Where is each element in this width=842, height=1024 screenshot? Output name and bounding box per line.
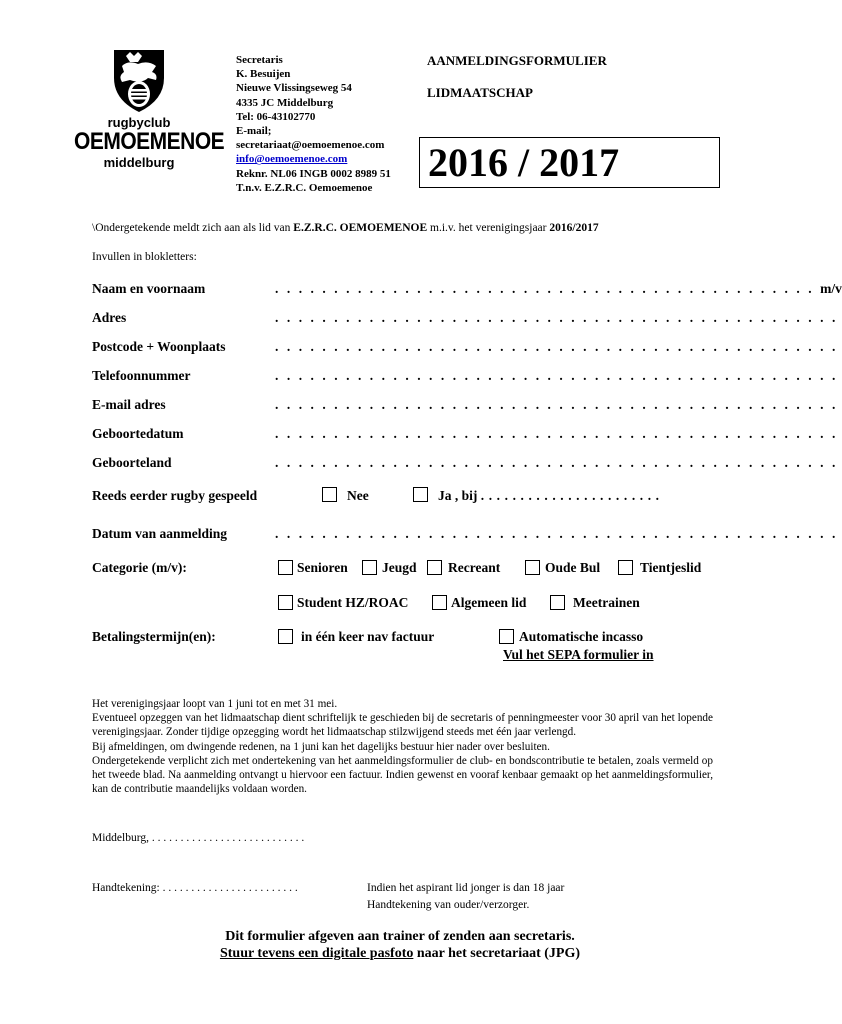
option-eenmalig: in één keer nav factuur: [301, 629, 435, 644]
sec-phone: Tel: 06-43102770: [236, 110, 316, 123]
label-geboorteland: Geboorteland: [92, 455, 172, 470]
lion-crest-icon: [108, 48, 170, 114]
checkbox-algemeen[interactable]: [432, 595, 447, 610]
checkbox-meetrainen[interactable]: [550, 595, 565, 610]
option-ja: [438, 488, 660, 504]
input-adres[interactable]: . . . . . . . . . . . . . . . . . . . . . . . . . . . . . . . . . . . . . . . . . . . . . . . .: [275, 310, 838, 325]
terms-text: [92, 697, 713, 796]
footer-photo-rest: naar het secretariaat (JPG): [413, 946, 581, 961]
checkbox-senioren[interactable]: [278, 560, 293, 575]
signature-field[interactable]: Handtekening: . . . . . . . . . . . . . . . . . . . . . . . .: [92, 882, 298, 894]
label-naam: Naam en voornaam: [92, 281, 206, 296]
intro-mid: m.i.v. het verenigingsjaar: [427, 222, 550, 234]
label-datum: Datum van aanmelding: [92, 526, 228, 541]
sepa-note: Vul het SEPA formulier in: [503, 647, 654, 662]
sec-email-1: secretariaat@oemoemenoe.com: [236, 139, 385, 152]
terms-p4: Ondergetekende verplicht zich met ondertekening van het aanmeldingsformulier de club- en bondscontributie te betalen, zoals vermeld op het tweede blad. Na aanmelding ontvangt u hiervoor een factuur. Indien gewenst en vooraf kenbaar gemaakt op het aanmeldingsformulier, kan de contributie maandelijks voldaan worden.: [92, 754, 713, 796]
footer-photo-note: [0, 946, 770, 962]
option-tientjeslid: Tientjeslid: [640, 560, 702, 575]
guardian-note-1: Indien het aspirant lid jonger is dan 18 jaar: [367, 882, 565, 894]
guardian-note-2: Handtekening van ouder/verzorger.: [367, 899, 530, 911]
club-logo: [74, 48, 225, 183]
checkbox-eenmalig[interactable]: [278, 629, 293, 644]
dots-naam: . . . . . . . . . . . . . . . . . . . . . . . . . . . . . . . . . . . . . . . . . . . . . .: [275, 281, 815, 296]
instruction: Invullen in blokletters:: [92, 251, 197, 263]
place-date-field[interactable]: Middelburg, . . . . . . . . . . . . . . . . . . . . . . . . . . .: [92, 832, 305, 844]
input-geboortedatum[interactable]: . . . . . . . . . . . . . . . . . . . . . . . . . . . . . . . . . . . . . . . . . . . . . . . .: [275, 426, 838, 441]
input-geboorteland[interactable]: . . . . . . . . . . . . . . . . . . . . . . . . . . . . . . . . . . . . . . . . . . . . . . . .: [275, 455, 838, 470]
terms-p1: Het verenigingsjaar loopt van 1 juni tot en met 31 mei.: [92, 698, 338, 710]
terms-p3: Bij afmeldingen, om dwingende redenen, na 1 juni kan het dagelijks bestuur hier nader over besluiten.: [92, 740, 550, 753]
footer-photo-underlined: Stuur tevens een digitale pasfoto: [219, 946, 414, 961]
label-rugby: Reeds eerder rugby gespeeld: [92, 488, 258, 503]
checkbox-recreant[interactable]: [427, 560, 442, 575]
sec-street: Nieuwe Vlissingseweg 54: [236, 82, 352, 95]
intro-club: E.Z.R.C. OEMOEMENOE: [293, 222, 428, 234]
label-categorie: Categorie (m/v):: [92, 560, 187, 575]
logo-text-rugbyclub: rugbyclub: [107, 115, 171, 130]
naam-suffix: m/v: [820, 281, 842, 296]
checkbox-student[interactable]: [278, 595, 293, 610]
logo-text-middelburg: middelburg: [103, 155, 175, 170]
option-senioren: Senioren: [297, 560, 348, 575]
sec-role: Secretaris: [236, 54, 283, 66]
checkbox-tientjeslid[interactable]: [618, 560, 633, 575]
label-telefoon: Telefoonnummer: [92, 368, 191, 383]
ja-label: Ja , bij: [438, 488, 478, 503]
ja-dots[interactable]: . . . . . . . . . . . . . . . . . . . . . . .: [480, 488, 660, 503]
form-title: AANMELDINGSFORMULIER: [427, 53, 607, 68]
sec-bank: Reknr. NL06 INGB 0002 8989 51: [236, 167, 391, 180]
season-year: 2016 / 2017: [428, 140, 620, 185]
checkbox-ja[interactable]: [413, 487, 428, 502]
label-email: E-mail adres: [92, 397, 166, 412]
option-algemeen: Algemeen lid: [451, 595, 527, 610]
checkbox-nee[interactable]: [322, 487, 337, 502]
option-meetrainen: Meetrainen: [573, 595, 640, 610]
option-recreant: Recreant: [448, 560, 501, 575]
input-telefoon[interactable]: . . . . . . . . . . . . . . . . . . . . . . . . . . . . . . . . . . . . . . . . . . . . . . . .: [275, 368, 838, 383]
footer-instruction: Dit formulier afgeven aan trainer of zenden aan secretaris.: [225, 929, 575, 944]
intro-sentence: [92, 222, 599, 234]
intro-pre: \Ondergetekende meldt zich aan als lid van: [92, 222, 294, 234]
label-betaling: Betalingstermijn(en):: [92, 629, 216, 644]
sec-email-label: E-mail;: [236, 125, 272, 138]
input-datum[interactable]: . . . . . . . . . . . . . . . . . . . . . . . . . . . . . . . . . . . . . . . . . . . . . . . .: [275, 526, 838, 541]
label-geboortedatum: Geboortedatum: [92, 426, 184, 441]
option-jeugd: Jeugd: [382, 560, 417, 575]
sec-name: K. Besuijen: [236, 68, 291, 81]
input-postcode[interactable]: . . . . . . . . . . . . . . . . . . . . . . . . . . . . . . . . . . . . . . . . . . . . . . . .: [275, 339, 838, 354]
logo-text-oemoemenoe: OEMOEMENOE: [74, 128, 225, 155]
input-naam[interactable]: [275, 281, 842, 297]
input-email[interactable]: . . . . . . . . . . . . . . . . . . . . . . . . . . . . . . . . . . . . . . . . . . . . . . . .: [275, 397, 838, 412]
secretary-contact: [236, 53, 391, 195]
checkbox-jeugd[interactable]: [362, 560, 377, 575]
sec-account-holder: T.n.v. E.Z.R.C. Oemoemenoe: [236, 181, 373, 194]
label-adres: Adres: [92, 310, 127, 325]
checkbox-oude-bul[interactable]: [525, 560, 540, 575]
season-box: [419, 137, 720, 188]
label-postcode: Postcode + Woonplaats: [92, 339, 226, 354]
option-incasso: Automatische incasso: [519, 629, 644, 644]
option-nee: Nee: [347, 488, 369, 503]
terms-p2: Eventueel opzeggen van het lidmaatschap dient schriftelijk te geschieden bij de secretaris of penningmeester voor 30 april van het lopende verenigingsjaar. Zonder tijdige opzegging wordt het lidmaatschap stilzwijgend steeds met één jaar verlengd.: [92, 712, 713, 739]
option-student: Student HZ/ROAC: [297, 595, 409, 610]
checkbox-incasso[interactable]: [499, 629, 514, 644]
option-oude-bul: Oude Bul: [545, 560, 601, 575]
intro-year: 2016/2017: [549, 222, 599, 234]
form-subtitle: LIDMAATSCHAP: [427, 85, 533, 100]
sec-city: 4335 JC Middelburg: [236, 96, 334, 109]
sec-email-link[interactable]: info@oemoemenoe.com: [236, 153, 348, 166]
